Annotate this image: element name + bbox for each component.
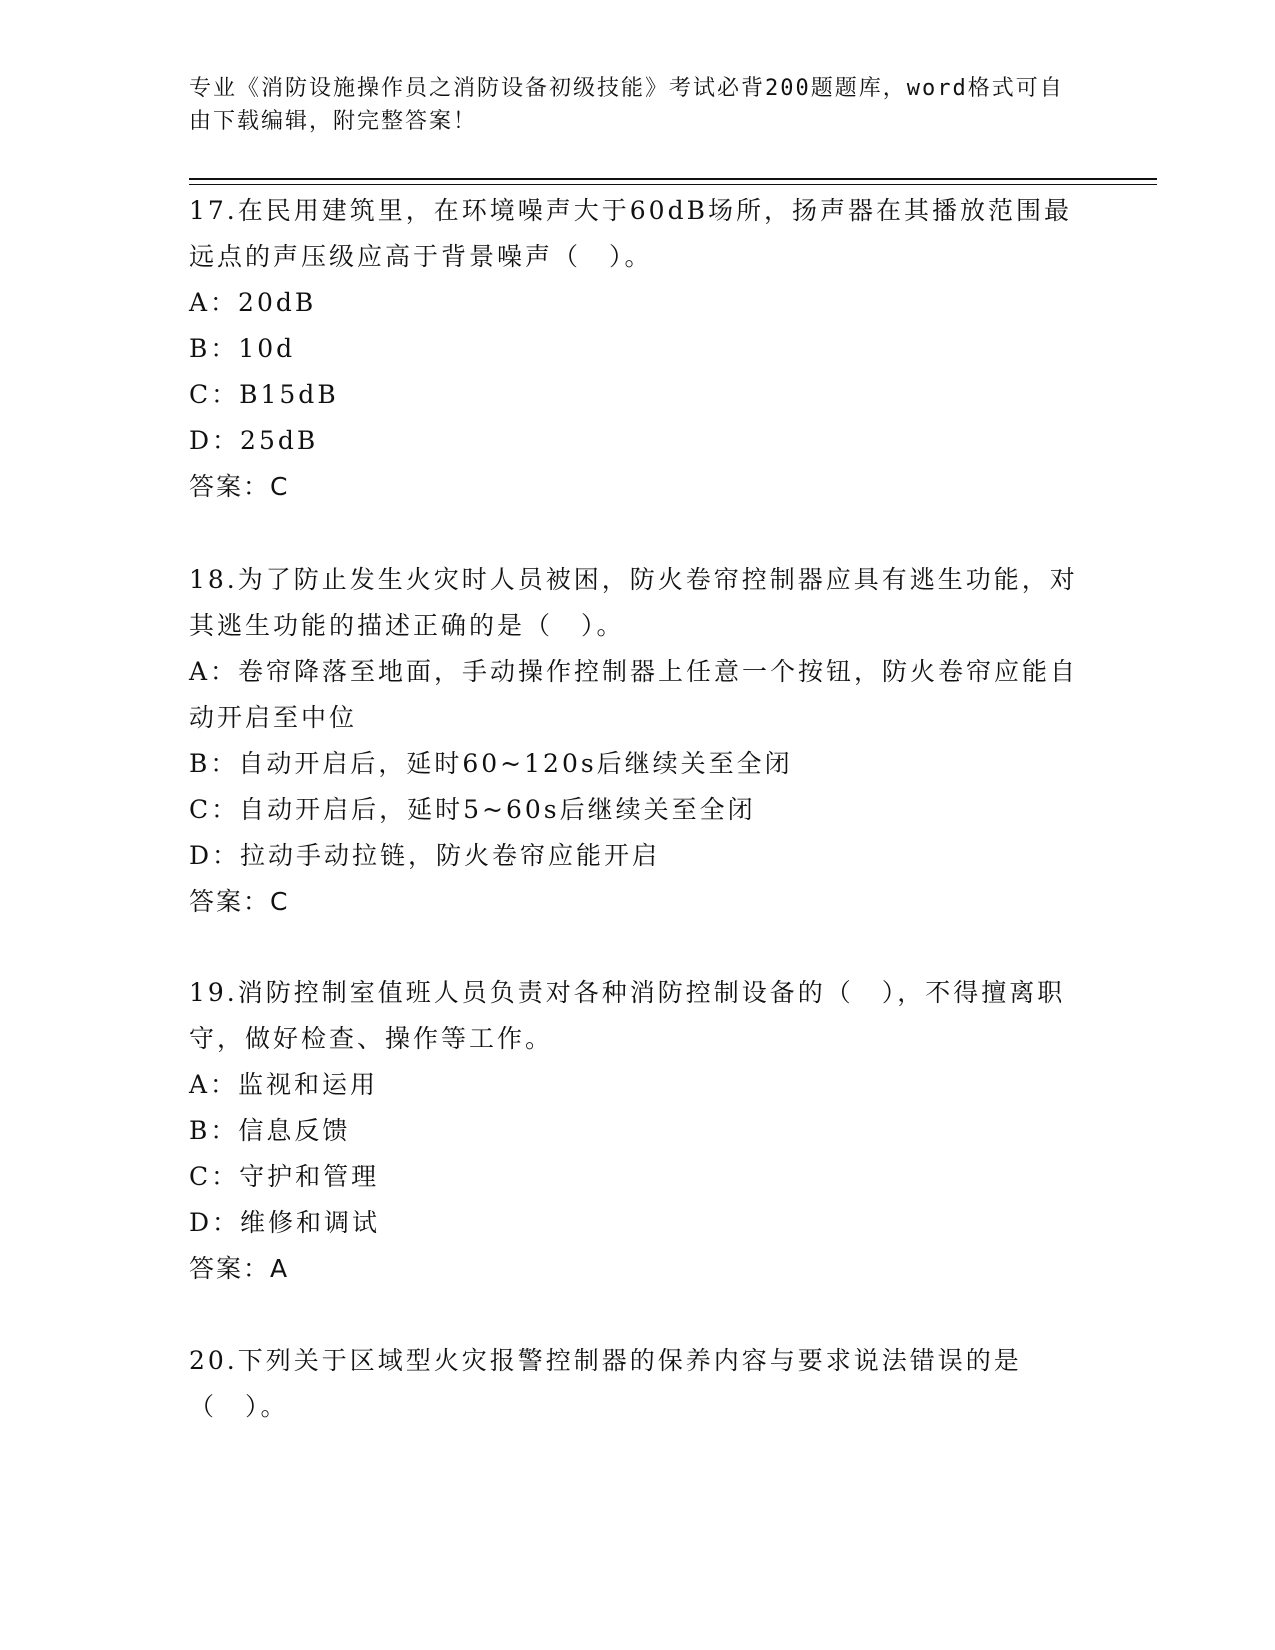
option-c: C：B15dB (189, 380, 339, 409)
option-a: A：监视和运用 (189, 1070, 379, 1099)
option-b: B：信息反馈 (189, 1116, 351, 1145)
question-20 (189, 1338, 1089, 1430)
answer: 答案：C (189, 887, 290, 916)
option-d: D：维修和调试 (189, 1208, 381, 1237)
question-19 (189, 970, 1089, 1292)
option-b: B：自动开启后，延时60~120s后继续关至全闭 (189, 749, 793, 778)
document-header: 专业《消防设施操作员之消防设备初级技能》考试必背200题题库，word格式可自由下载编辑，附完整答案！ (189, 76, 1064, 134)
option-b: B：10d (189, 334, 296, 363)
question-18 (189, 557, 1089, 925)
question-17 (189, 188, 1089, 510)
question-stem: 20.下列关于区域型火灾报警控制器的保养内容与要求说法错误的是（ ）。 (189, 1346, 1022, 1421)
question-stem: 18.为了防止发生火灾时人员被困，防火卷帘控制器应具有逃生功能，对其逃生功能的描述正确的是（ ）。 (189, 565, 1078, 640)
question-stem: 19.消防控制室值班人员负责对各种消防控制设备的（ ），不得擅离职守，做好检查、操作等工作。 (189, 978, 1066, 1053)
option-d: D：拉动手动拉链，防火卷帘应能开启 (189, 841, 661, 870)
question-stem: 17.在民用建筑里，在环境噪声大于60dB场所，扬声器在其播放范围最远点的声压级应高于背景噪声（ ）。 (189, 196, 1072, 271)
option-c: C：自动开启后，延时5~60s后继续关至全闭 (189, 795, 756, 824)
option-a: A：卷帘降落至地面，手动操作控制器上任意一个按钮，防火卷帘应能自动开启至中位 (189, 657, 1079, 732)
answer: 答案：C (189, 472, 290, 501)
header-divider-thick (189, 178, 1157, 180)
option-a: A：20dB (189, 288, 317, 317)
header-divider-thin (189, 184, 1157, 185)
option-c: C：守护和管理 (189, 1162, 380, 1191)
answer: 答案：A (189, 1254, 290, 1283)
option-d: D：25dB (189, 426, 319, 455)
